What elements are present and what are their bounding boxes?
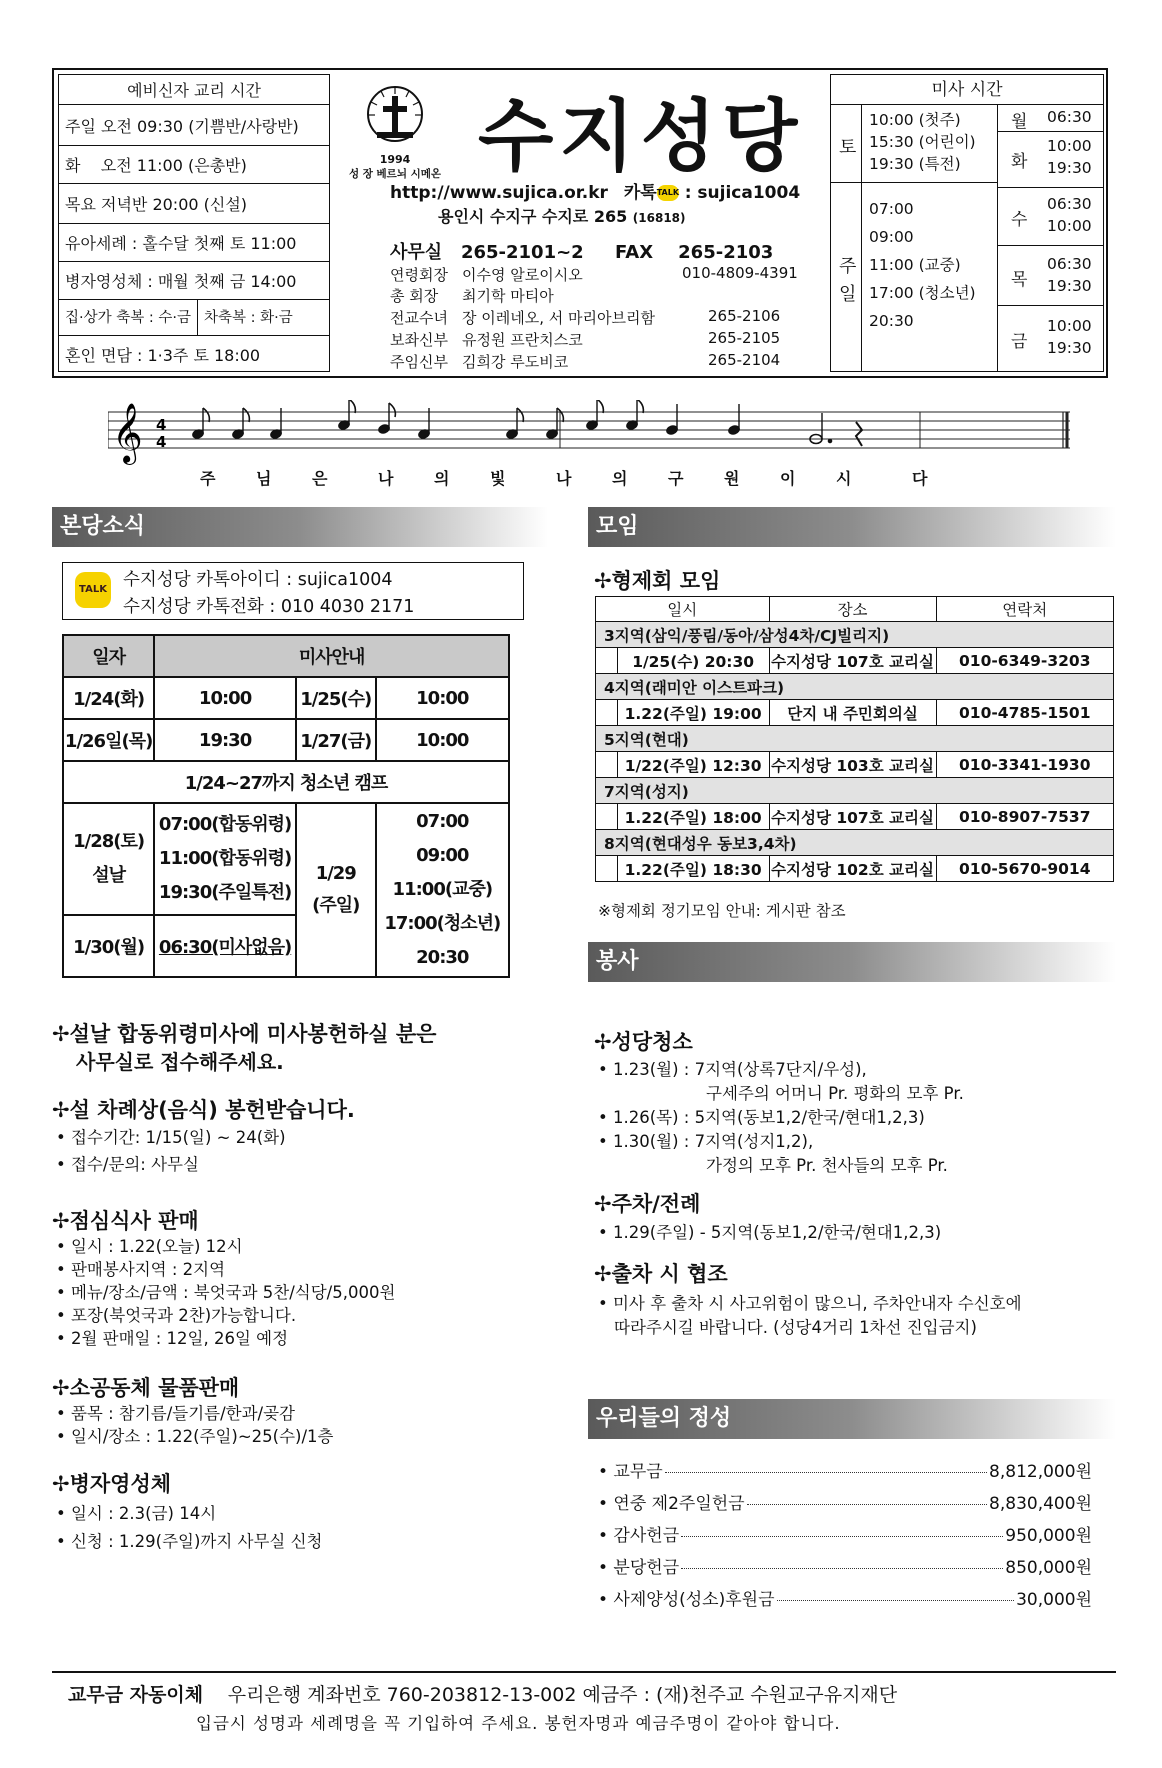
lyric-syllable: 나 [556, 469, 572, 488]
catechism-row: 목요 저녁반 20:00 (신설) [59, 184, 329, 224]
bullet-cont: 따라주시길 바랍니다. (성당4거리 1차선 진입금지) [614, 1318, 977, 1337]
offering-label: • 사제양성(성소)후원금 [598, 1590, 775, 1610]
meeting-subtitle: ✢형제회 모임 [594, 569, 721, 593]
table-cell: 07:00(합동위령) 11:00(합동위령) 19:30(주일특전) [154, 803, 296, 915]
footer-note: 입금시 성명과 세례명을 꼭 기입하여 주세요. 봉헌자명과 예금주명이 같아야 합니다. [196, 1714, 841, 1733]
table-cell: 1/29 (주일) [296, 803, 376, 977]
meeting-subtitle-text: 형제회 모임 [611, 569, 721, 593]
table-cell: 10:00 [376, 677, 509, 719]
lyric-syllable: 빛 [490, 469, 506, 488]
notice-title: ✢점심식사 판매 [52, 1209, 199, 1233]
lyric-syllable: 이 [780, 469, 796, 488]
table-cell: 1/28(토) 설날 [63, 803, 154, 915]
table-cell: 1/26일(목) [63, 719, 154, 761]
bullet-item: • 1.30(월) : 7지역(성지1,2), [598, 1132, 814, 1151]
weekday-label: 수 [1011, 210, 1028, 230]
kakao-talk-icon: TALK [75, 572, 111, 608]
bullet-cont: 구세주의 어머니 Pr. 평화의 모후 Pr. [706, 1084, 964, 1103]
logo-subtitle: 성 장 베르뇌 시메온 [348, 168, 442, 180]
header-box [52, 68, 1108, 378]
bullet-item: • 판매봉사지역 : 2지역 [56, 1260, 226, 1279]
meeting-place: 수지성당 107호 교리실 [769, 804, 936, 830]
staff-row [390, 351, 781, 372]
meeting-place: 수지성당 102호 교리실 [769, 856, 936, 882]
notice-title: ✢병자영성체 [52, 1472, 172, 1496]
table-header: 일자 [63, 635, 154, 677]
weekday-label: 화 [1011, 152, 1028, 172]
table-header: 미사안내 [154, 635, 509, 677]
notice-title-cont: 사무실로 접수해주세요. [76, 1050, 284, 1074]
offering-row [598, 1585, 1092, 1610]
bullet-item: • 미사 후 출차 시 사고위험이 많으니, 주차안내자 수신호에 [598, 1294, 1022, 1313]
table-header: 연락처 [936, 597, 1113, 622]
bullet-item: • 일시/장소 : 1.22(주일)~25(수)/1층 [56, 1427, 334, 1446]
dot-leader [747, 1504, 987, 1505]
exit-title-text: 출차 시 협조 [611, 1262, 728, 1286]
table-cell-camp: 1/24~27까지 청소년 캠프 [63, 761, 509, 803]
notice-title-text: 설 차례상(음식) 봉헌받습니다. [69, 1098, 355, 1122]
lyric-syllable: 원 [724, 469, 740, 488]
blessing-car: 차축복 : 화·금 [203, 309, 293, 326]
exit-title: ✢출차 시 협조 [594, 1262, 728, 1286]
staff-phone: 010-4809-4391 [682, 264, 798, 282]
meeting-table [595, 596, 1114, 882]
offering-label: • 분당헌금 [598, 1558, 680, 1578]
weekday-label: 금 [1011, 332, 1028, 352]
bullet-text: 접수기간: 1/15(일) ~ 24(화) [70, 1128, 286, 1147]
staff-role: 전교수녀 [390, 309, 448, 327]
staff-phone: 265-2105 [708, 329, 781, 347]
table-cell: 06:30(미사없음) [154, 915, 296, 977]
section-offerings: 우리들의 정성 [588, 1399, 1116, 1439]
mass-time: 11:00 (교중) [869, 256, 961, 274]
mass-times-title: 미사 시간 [831, 75, 1103, 105]
bullet-text: 일시 : 1.22(오늘) 12시 [70, 1237, 243, 1256]
logo-year: 1994 [379, 153, 411, 166]
saturday-times [869, 109, 976, 175]
church-name: 수지성당 [478, 92, 804, 182]
meeting-date: 1.22(주일) 18:00 [617, 804, 769, 830]
church-logo [348, 82, 442, 186]
note-flag [349, 400, 355, 413]
church-info [338, 74, 876, 372]
staff-row [390, 264, 798, 285]
mass-times-box [830, 74, 1104, 372]
mass-time: 06:30 [1047, 195, 1092, 213]
table-header: 장소 [769, 597, 936, 622]
mass-time: 19:30 [1047, 159, 1092, 177]
offering-row [598, 1553, 1092, 1578]
zipcode: (16818) [632, 211, 686, 225]
address-line [438, 204, 686, 227]
kakao-id-line: 수지성당 카톡아이디 : sujica1004 [123, 570, 393, 590]
kakao-talk-icon: TALK [657, 185, 679, 201]
bullet-item: • 포장(북엇국과 2찬)가능합니다. [56, 1306, 297, 1325]
staff-name: 장 이레네오, 서 마리아브리함 [462, 309, 655, 327]
table-cell: 1/30(월) [63, 915, 154, 977]
bullet-text: 품목 : 참기름/들기름/한과/곶감 [70, 1404, 295, 1423]
bullet-item: • 일시 : 2.3(금) 14시 [56, 1504, 217, 1523]
bullet-cont: 가정의 모후 Pr. 천사들의 모후 Pr. [706, 1156, 948, 1175]
offering-amount: 30,000원 [1016, 1590, 1092, 1610]
mass-time: 06:30 [1047, 255, 1092, 273]
meeting-place: 수지성당 107호 교리실 [769, 648, 936, 674]
staff-name: 이수영 알로이시오 [462, 266, 583, 284]
table-cell: 1/24(화) [63, 677, 154, 719]
weekday-times [1047, 193, 1092, 237]
offering-amount: 8,830,400원 [989, 1494, 1092, 1514]
catechism-row: 혼인 면담 : 1·3주 토 18:00 [65, 346, 261, 365]
catechism-row: 주일 오전 09:30 (기쁨반/사랑반) [59, 105, 329, 146]
lyric-syllable: 의 [434, 469, 450, 488]
offering-label: • 연중 제2주일헌금 [598, 1494, 745, 1514]
notice-title: ✢소공동체 물품판매 [52, 1376, 240, 1400]
blessing-home: 집·상가 축복 : 수·금 [65, 309, 191, 326]
meeting-region: 5지역(현대) [596, 726, 1114, 752]
table-cell: 1/25(수) [296, 677, 376, 719]
note-flag [389, 403, 395, 417]
mass-time: 09:00 [869, 228, 914, 246]
bullet-item: • 1.26(목) : 5지역(동보1,2/한국/현대1,2,3) [598, 1108, 925, 1127]
staff-role: 총 회장 [390, 287, 439, 305]
meeting-phone: 010-4785-1501 [936, 700, 1113, 726]
footer-divider [52, 1671, 1116, 1673]
dot-leader [665, 1472, 987, 1473]
dot-leader [681, 1536, 1003, 1537]
bullet-item: • 일시 : 1.22(오늘) 12시 [56, 1237, 243, 1256]
weekday-times [1047, 315, 1092, 359]
staff-row [390, 285, 554, 306]
offering-row [598, 1457, 1092, 1482]
bullet-text: 접수/문의: 사무실 [70, 1155, 199, 1174]
mass-time: 19:30 (특전) [869, 155, 961, 173]
meeting-date: 1.22(주일) 18:30 [617, 856, 769, 882]
bullet-text: 1.26(목) : 5지역(동보1,2/한국/현대1,2,3) [612, 1108, 925, 1127]
parking-title: ✢주차/전례 [594, 1192, 701, 1216]
mass-time: 17:00 (청소년) [869, 284, 976, 302]
meeting-phone: 010-5670-9014 [936, 856, 1113, 882]
kakao-label: 카톡 [623, 183, 657, 203]
kakao-id: : sujica1004 [684, 183, 801, 203]
note-flag [203, 408, 209, 422]
lyric-syllable: 다 [912, 469, 928, 488]
section-meetings: 모임 [588, 507, 1116, 547]
table-cell: 19:30 [154, 719, 296, 761]
mass-time: 19:30 [1047, 277, 1092, 295]
bullet-text: 일시/장소 : 1.22(주일)~25(수)/1층 [70, 1427, 334, 1446]
lyric-syllable: 구 [668, 469, 684, 488]
mass-time: 10:00 (첫주) [869, 111, 961, 129]
note-flag [637, 400, 643, 413]
section-parish-news: 본당소식 [52, 507, 548, 547]
table-cell: 07:00 09:00 11:00(교중) 17:00(청소년) 20:30 [376, 803, 509, 977]
saturday-label: 토 [839, 137, 857, 158]
blessing-text [65, 300, 293, 336]
weekday-label: 목 [1011, 270, 1028, 290]
staff-role: 연령회장 [390, 266, 448, 284]
meeting-phone: 010-3341-1930 [936, 752, 1113, 778]
offering-amount: 950,000원 [1005, 1526, 1092, 1546]
web-line [390, 178, 800, 203]
office-phone: 사무실 265-2101~2 FAX 265-2103 [390, 242, 774, 263]
mass-time: 10:00 [1047, 137, 1092, 155]
sunday-times [869, 195, 976, 335]
meeting-phone: 010-8907-7537 [936, 804, 1113, 830]
note-flag [243, 408, 249, 422]
bullet-item: • 2월 판매일 : 12일, 26일 예정 [56, 1329, 289, 1348]
meeting-place: 단지 내 주민회의실 [769, 700, 936, 726]
bullet-text: 신청 : 1.29(주일)까지 사무실 신청 [70, 1532, 323, 1551]
mass-time: 07:00 [869, 200, 914, 218]
staff-role: 보좌신부 [390, 331, 448, 349]
staff-row [390, 307, 781, 328]
mass-time: 06:30 [1047, 108, 1092, 126]
catechism-box [58, 74, 330, 372]
svg-text:4: 4 [156, 416, 167, 434]
meeting-region: 4지역(래미안 이스트파크) [596, 674, 1114, 700]
notice-title: ✢설 차례상(음식) 봉헌받습니다. [52, 1098, 355, 1122]
note-flag [597, 400, 603, 413]
catechism-row: 병자영성체 : 매월 첫째 금 14:00 [59, 262, 329, 300]
bullet-item: • 메뉴/장소/금액 : 북엇국과 5찬/식당/5,000원 [56, 1283, 396, 1302]
church-logo-icon [365, 82, 425, 146]
table-cell: 10:00 [154, 677, 296, 719]
section-service: 봉사 [588, 942, 1116, 982]
footer-label: 교무금 자동이체 [68, 1684, 204, 1706]
bullet-item: • 1.29(주일) - 5지역(동보1,2/한국/현대1,2,3) [598, 1223, 942, 1242]
offering-amount: 850,000원 [1005, 1558, 1092, 1578]
sunday-label: 주 일 [839, 256, 857, 305]
bullet-item: • 신청 : 1.29(주일)까지 사무실 신청 [56, 1532, 323, 1551]
lyric-syllable: 님 [256, 469, 272, 488]
bullet-text: 포장(북엇국과 2찬)가능합니다. [70, 1306, 297, 1325]
parking-title-text: 주차/전례 [611, 1192, 701, 1216]
bullet-text: 판매봉사지역 : 2지역 [70, 1260, 226, 1279]
notice-title-text: 점심식사 판매 [69, 1209, 199, 1233]
website-link[interactable]: http://www.sujica.or.kr [390, 183, 608, 203]
svg-text:4: 4 [156, 433, 167, 451]
bullet-text: 미사 후 출차 시 사고위험이 많으니, 주차안내자 수신호에 [612, 1294, 1022, 1313]
address: 용인시 수지구 수지로 265 [438, 207, 628, 226]
meeting-place: 수지성당 103호 교리실 [769, 752, 936, 778]
quarter-rest [856, 422, 862, 446]
catechism-row: 유아세례 : 홀수달 첫째 토 11:00 [59, 224, 329, 262]
lyric-syllable: 주 [200, 469, 216, 488]
meeting-note: ※형제회 정기모임 안내: 게시판 참조 [598, 902, 846, 920]
cleaning-title: ✢성당청소 [594, 1030, 693, 1054]
staff-phone: 265-2106 [708, 307, 781, 325]
bullet-text: 일시 : 2.3(금) 14시 [70, 1504, 217, 1523]
mass-time: 10:00 [1047, 217, 1092, 235]
mass-time: 15:30 (어린이) [869, 133, 976, 151]
staff-row [390, 329, 781, 350]
offering-row [598, 1489, 1092, 1514]
catechism-row [59, 300, 329, 336]
meeting-region: 7지역(성지) [596, 778, 1114, 804]
bullet-item: • 1.23(월) : 7지역(상록7단지/우성), [598, 1060, 867, 1079]
notice-title-text: 병자영성체 [69, 1472, 172, 1496]
weekday-times [1047, 253, 1092, 297]
catechism-row: 화 오전 11:00 (은총반) [59, 146, 329, 184]
footer-account [68, 1680, 897, 1707]
staff-role: 주임신부 [390, 353, 448, 371]
lyric-syllable: 나 [378, 469, 394, 488]
mass-time: 19:30 [1047, 339, 1092, 357]
cleaning-title-text: 성당청소 [611, 1030, 693, 1054]
bullet-text: 1.23(월) : 7지역(상록7단지/우성), [612, 1060, 867, 1079]
meeting-date: 1/25(수) 20:30 [617, 648, 769, 674]
offering-label: • 교무금 [598, 1462, 663, 1482]
staff-phone: 265-2104 [708, 351, 781, 369]
bullet-text: 1.30(월) : 7지역(성지1,2), [612, 1132, 814, 1151]
lyric-syllable: 시 [836, 469, 852, 488]
dot-leader [777, 1600, 1015, 1601]
notice-title-text: 소공동체 물품판매 [69, 1376, 240, 1400]
bullet-text: 1.29(주일) - 5지역(동보1,2/한국/현대1,2,3) [612, 1223, 942, 1242]
table-header: 일시 [596, 597, 770, 622]
staff-name: 최기학 마티아 [462, 287, 554, 305]
catechism-title: 예비신자 교리 시간 [59, 75, 329, 105]
offering-row [598, 1521, 1092, 1546]
weekday-times [1047, 135, 1092, 179]
kakao-info-box [62, 562, 524, 620]
meeting-region: 8지역(현대성우 동보3,4차) [596, 830, 1114, 856]
mass-schedule-table [62, 634, 510, 978]
bullet-item: • 접수기간: 1/15(일) ~ 24(화) [56, 1128, 286, 1147]
meeting-date: 1.22(주일) 19:00 [617, 700, 769, 726]
lyric-syllable: 의 [612, 469, 628, 488]
mass-time: 20:30 [869, 312, 914, 330]
music-staff [108, 400, 1070, 466]
meeting-region: 3지역(삼익/풍림/동아/삼성4차/CJ빌리지) [596, 622, 1114, 648]
mass-time: 10:00 [1047, 317, 1092, 335]
meeting-phone: 010-6349-3203 [936, 648, 1113, 674]
notice-title: ✢설날 합동위령미사에 미사봉헌하실 분은 [52, 1022, 437, 1046]
note-flag [517, 408, 523, 422]
divider [197, 300, 198, 336]
staff-name: 유정원 프란치스코 [462, 331, 583, 349]
treble-clef-icon: 𝄞 [112, 403, 143, 463]
offering-amount: 8,812,000원 [989, 1462, 1092, 1482]
meeting-date: 1/22(주일) 12:30 [617, 752, 769, 778]
note-dot [828, 439, 832, 443]
notice-title-text: 설날 합동위령미사에 미사봉헌하실 분은 [69, 1022, 437, 1046]
weekday-label: 월 [1011, 112, 1028, 132]
table-cell: 1/27(금) [296, 719, 376, 761]
kakao-phone-line: 수지성당 카톡전화 : 010 4030 2171 [123, 597, 415, 617]
bullet-item: • 접수/문의: 사무실 [56, 1155, 199, 1174]
staff-name: 김희강 루도비코 [462, 353, 569, 371]
bullet-item: • 품목 : 참기름/들기름/한과/곶감 [56, 1404, 295, 1423]
bullet-text: 메뉴/장소/금액 : 북엇국과 5찬/식당/5,000원 [70, 1283, 396, 1302]
lyric-syllable: 은 [312, 469, 328, 488]
footer-account-text: 우리은행 계좌번호 760-203812-13-002 예금주 : (재)천주교 수원교구유지재단 [227, 1684, 898, 1706]
dot-leader [681, 1568, 1003, 1569]
table-cell: 10:00 [376, 719, 509, 761]
bullet-text: 2월 판매일 : 12일, 26일 예정 [70, 1329, 289, 1348]
offering-label: • 감사헌금 [598, 1526, 680, 1546]
